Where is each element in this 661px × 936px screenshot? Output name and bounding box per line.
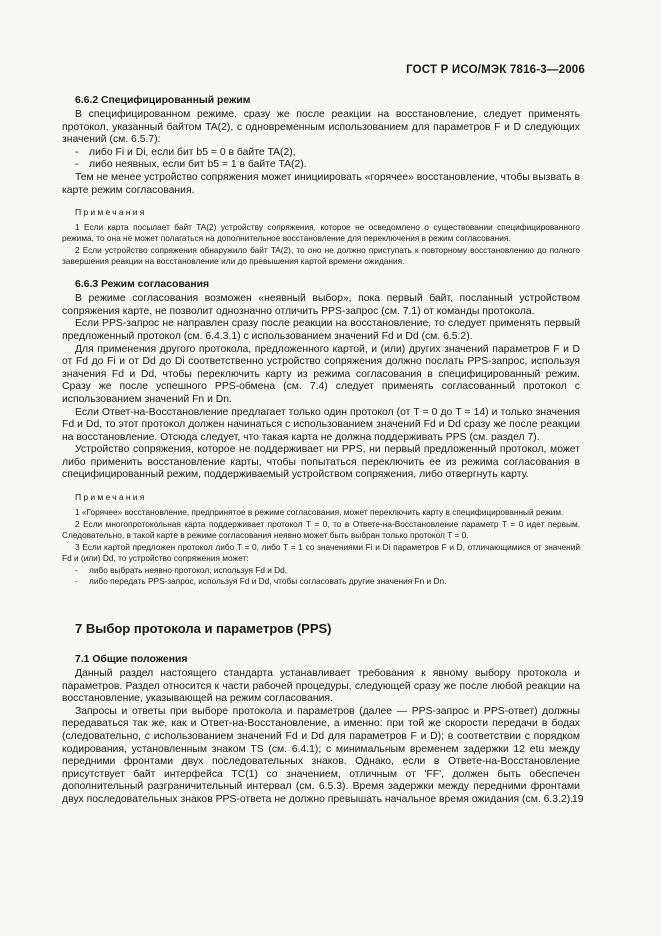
paragraph: Если PPS-запрос не направлен сразу после реакции на восстановление, то следует применять первый предложенный протокол (см. 6.4.3.1) с использованием значений Fd и Dd (см. 6.5.2). — [62, 318, 580, 342]
paragraph: В режиме согласования возможен «неявный выбор», пока первый байт, посланный устройством сопряжения карте, не позволит однозначно отличить PPS-запрос (см. 7.1) от команды протокола. — [62, 293, 580, 317]
paragraph: Устройство сопряжения, которое не поддерживает ни PPS, ни первый предложенный протокол, может либо применить восстановление карты, чтобы попытаться переключить ее из режима согласования в специфицированный режим, поддерживаемый устройством сопряжения, либо отвергнуть карту. — [62, 444, 580, 481]
paragraph: Тем не менее устройство сопряжения может инициировать «горячее» восстановление, чтобы вызвать в карте режим согласования. — [62, 171, 580, 196]
paragraph: Для применения другого протокола, предложенного картой, и (или) других значений параметров F и D от Fd до Fi и от Dd до Di соответственно устройство сопряжения должно послать PPS-запрос, используя значения Fd и Dd, чтобы переключить карту из режима согласования в специфицированный режим. Сразу же после успешного PPS-обмена (см. 7.4) следует применять согласованный протокол с использованием значений Fn и Dn. — [62, 343, 580, 405]
page-content — [62, 94, 580, 807]
standard-header: ГОСТ Р ИСО/МЭК 7816-3—2006 — [406, 64, 585, 76]
note-list-item: - либо передать PPS-запрос, используя Fd и Dd, чтобы согласовать другие значения Fn и Dn. — [75, 576, 447, 587]
notes-heading: Примечания — [75, 207, 147, 218]
note: 3 Если картой предложен протокол либо T = 0, либо T = 1 со значениями Fi и Di параметров F и D, отличающимися от значений Fd и (или) Dd, то устройство сопряжения может: — [62, 542, 580, 564]
section-title-6-6-3: 6.6.3 Режим согласования — [75, 279, 210, 291]
paragraph: Данный раздел настоящего стандарта устанавливает требования к явному выбору протокола и параметров. Раздел относится к части рабочей процедуры, следующей сразу же после любой реакции на восстановление, указывающей на режим согласования. — [62, 668, 580, 705]
paragraph: В специфицированном режиме, сразу же после реакции на восстановление, следует применять протокол, указанный байтом TA(2), с одновременным использованием для параметров F и D следующих значений (см. 6.5.7): — [62, 109, 580, 146]
section-title-6-6-2: 6.6.2 Специфицированный режим — [75, 95, 251, 106]
note: 2 Если устройство сопряжения обнаружило байт TA(2), то оно не должно приступать к повторному восстановлению до полного завершения реакции на восстановление или до превышения картой времени ожидания. — [62, 245, 580, 267]
paragraph: Запросы и ответы при выборе протокола и параметров (далее — PPS-запрос и PPS-ответ) должны передаваться так же, как и Ответ-на-Восстановление, а именно: при той же скорости передачи в бодах (следовательно, с использованием значений Fd и Dd для параметров F и D); в соответствии с порядком кодирования, установленным знаком TS (см. 6.4.1); с минимальным временем задержки 12 etu между передними фронтами двух последовательных знаков. Однако, если в Ответе-на-Восстановление присутствует байт интерфейса TC(1) со значением, отличным от 'FF', должен быть обеспечен дополнительный разграничительный интервал (см. 6.5.3). Время задержки между передними фронтами двух последовательных знаков PPS-ответа не должно превышать начальное время ожидания (см. 6.3.2). — [62, 705, 580, 805]
note: 2 Если многопротокольная карта поддерживает протокол T = 0, то в Ответе-на-Восстановление параметр T = 0 идет первым. Следовательно, в такой карте в режиме согласования неявно может быть выбран только протокол T = 0. — [62, 519, 580, 541]
note: 1 «Горячее» восстановление, предпринятое в режиме согласования, может переключить карту в специфицированный режим. — [75, 507, 564, 518]
note: 1 Если карта посылает байт TA(2) устройству сопряжения, которое не осведомлено о существовании специфицированного режима, то она не может полагаться на дополнительное восстановление для переключения в режим согласования. — [62, 222, 580, 244]
paragraph: Если Ответ-на-Восстановление предлагает только один протокол (от T = 0 до T = 14) и только значения Fd и Dd, то этот протокол должен начинаться с использованием значений Fd и Dd сразу же после реакции на восстановление. Отсюда следует, что такая карта не должна поддерживать PPS (см. раздел 7). — [62, 406, 580, 443]
list-item: - либо неявных, если бит b5 = 1 в байте TA(2). — [75, 159, 307, 171]
chapter-title: 7 Выбор протокола и параметров (PPS) — [75, 621, 332, 637]
note-list-item: - либо выбрать неявно протокол, используя Fd и Dd, — [75, 565, 288, 576]
notes-heading: Примечания — [75, 492, 147, 503]
section-title-7-1: 7.1 Общие положения — [75, 654, 188, 666]
list-item: - либо Fi и Di, если бит b5 = 0 в байте TA(2), — [75, 146, 296, 158]
page-number: 19 — [572, 794, 584, 805]
